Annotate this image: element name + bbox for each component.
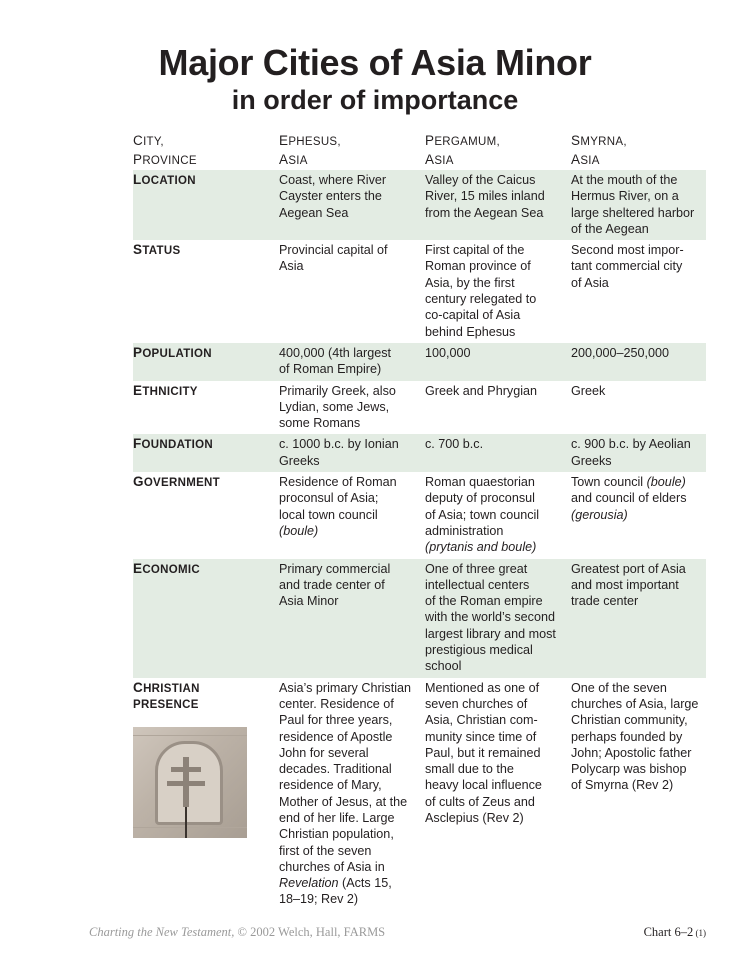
cell-line: c. 1000 b.c. by Ionian [279,437,399,452]
row-label [133,472,279,558]
row-label-text: ECONOMIC [133,560,200,576]
cell-pergamum [425,678,571,911]
cell-line: Residence of Roman [279,475,397,490]
cell-italic-text: (boule) [646,475,686,490]
cell-smyrna [571,434,706,472]
cell-pergamum [425,434,571,472]
cell-line: c. 900 b.c. by Aeolian [571,437,691,452]
footer-copyright: © 2002 Welch, Hall, FARMS [234,925,386,939]
cell-line: largest library and most [425,626,556,641]
row-label-text: STATUS [133,242,181,258]
cell-line: of Asia [571,275,609,290]
cell-line: Mentioned as one of [425,680,540,695]
cell-pergamum [425,170,571,240]
carved-cross-stone-photo [133,727,247,838]
cell-line: Greeks [571,453,612,468]
cell-line: First capital of the [425,243,525,258]
cell-line: Asia [279,259,304,274]
cell-ephesus [279,170,425,240]
cell-line: Greek and Phrygian [425,383,538,398]
cell-ephesus [279,240,425,343]
table-row-economic [133,559,706,678]
header-label-line: CITY, [133,133,164,148]
row-label [133,434,279,472]
header-province-line: ASIA [571,152,600,167]
header-city-line: PERGAMUM, [425,133,500,148]
cell-italic-text: Revelation [279,876,339,891]
table-row-government [133,472,706,558]
cell-line: co-capital of Asia [425,308,521,323]
cell-line: churches of Asia, large [571,696,699,711]
cell-line: tant commercial city [571,259,683,274]
row-label-text: FOUNDATION [133,436,214,452]
city-comparison-table [133,130,706,911]
cell-line: of Asia; town council [425,507,540,522]
cell-line: Second most impor- [571,243,684,258]
cell-line: At the mouth of the [571,173,678,187]
cell-line: some Romans [279,416,361,431]
row-label [133,170,279,240]
cell-line: 400,000 (4th largest [279,345,392,360]
cell-line: Paul, but it remained [425,745,541,760]
cell-line: Greeks [279,453,320,468]
cell-line: Cayster enters the [279,189,382,204]
cell-line: Greek [571,383,606,398]
row-label-text: LOCATION [133,172,196,187]
cell-line: Roman province of [425,259,531,274]
cell-pergamum [425,559,571,678]
cell-line: 200,000–250,000 [571,345,670,360]
cell-line: c. 700 b.c. [425,437,484,452]
row-label-text: POPULATION [133,344,212,360]
cell-line: behind Ephesus [425,324,516,339]
row-label-text: ETHNICITY [133,382,198,398]
cell-line: Christian population, [279,827,394,842]
cell-line: perhaps founded by [571,729,683,744]
footer-book-title: Charting the New Testament, [89,925,235,939]
cell-smyrna [571,381,706,435]
cell-line: large sheltered harbor [571,205,695,220]
cell-line: One of three great [425,561,528,576]
cell-line: of Roman Empire) [279,362,382,377]
cell-line: Mother of Jesus, at the [279,794,408,809]
row-label [133,240,279,343]
row-label [133,678,279,911]
header-province-line: ASIA [279,152,308,167]
cell-line: local town council [279,507,378,522]
cell-line: and trade center of [279,577,385,592]
cell-line: Roman quaestorian [425,475,535,490]
cell-line: center. Residence of [279,696,394,711]
page-subtitle: in order of importance [231,85,519,115]
table-row-ethnicity [133,381,706,435]
cell-ephesus [279,559,425,678]
cell-line: with the world’s second [425,610,555,625]
cell-ephesus [279,678,425,911]
table-header-row [133,130,706,170]
cell-smyrna [571,678,706,911]
cell-line: Christian community, [571,713,688,728]
cell-line: Asia, by the first [425,275,515,290]
cell-text: (Acts 15, [338,876,392,891]
cell-line: Paul for three years, [279,713,393,728]
footer-source [89,925,385,940]
cell-line: 100,000 [425,345,471,360]
cell-line: Aegean Sea [279,205,349,220]
cell-line: Asia, Christian com- [425,713,538,728]
row-label [133,381,279,435]
cell-line: John for several [279,745,369,760]
cell-line: prestigious medical [425,643,533,658]
header-city-province [133,130,279,170]
cell-line: John; Apostolic father [571,745,692,760]
cell-line: of the Aegean [571,221,649,236]
cell-smyrna [571,240,706,343]
cell-line: (boule) [279,523,319,538]
header-pergamum [425,130,571,170]
cell-line: and most important [571,577,679,592]
cell-line: administration [425,523,504,538]
cell-line: One of the seven [571,680,667,695]
cell-line: Primary commercial [279,561,391,576]
cell-line: school [425,659,462,674]
cell-line: Greatest port of Asia [571,561,686,576]
cell-line: residence of Apostle [279,729,393,744]
row-label-text: CHRISTIAN [133,679,200,695]
cell-line: 18–19; Rev 2) [279,892,359,907]
cell-line: decades. Traditional [279,762,392,777]
table-row-christian-presence [133,678,706,911]
row-label [133,343,279,381]
footer-chart-number [644,925,706,940]
cell-line: and council of elders [571,491,687,506]
cell-line [571,474,702,490]
chart-sub-number: (1) [693,928,706,938]
cell-ephesus [279,343,425,381]
cell-smyrna [571,343,706,381]
cell-ephesus [279,434,425,472]
cell-line: Asia’s primary Christian [279,680,412,695]
cell-line: trade center [571,594,639,609]
page-title: Major Cities of Asia Minor [158,42,592,83]
cell-line: River, 15 miles inland [425,189,545,204]
cell-line [279,875,421,891]
cell-line: (prytanis and boule) [425,540,537,555]
cell-pergamum [425,472,571,558]
table-row-location [133,170,706,240]
cell-line: Valley of the Caicus [425,173,536,187]
cell-line: Coast, where River [279,173,387,187]
cell-line: of cults of Zeus and [425,794,535,809]
cell-line: Lydian, some Jews, [279,399,390,414]
cell-line: of the Roman empire [425,594,543,609]
cell-line: (gerousia) [571,507,628,522]
cell-line: of Smyrna (Rev 2) [571,778,674,793]
cell-line: century relegated to [425,292,537,307]
cell-line: Polycarp was bishop [571,762,687,777]
header-label-line: PROVINCE [133,152,197,167]
cell-line: Primarily Greek, also [279,383,396,398]
header-province-line: ASIA [425,152,454,167]
cell-line: residence of Mary, [279,778,382,793]
table-row-population [133,343,706,381]
cell-line: Asclepius (Rev 2) [425,810,524,825]
row-label-text: PRESENCE [133,698,199,711]
cell-line: seven churches of [425,696,528,711]
cell-line: heavy local influence [425,778,542,793]
cell-line: intellectual centers [425,577,530,592]
header-city-line: SMYRNA, [571,133,627,148]
table-row-foundation [133,434,706,472]
cell-line: end of her life. Large [279,810,395,825]
cell-ephesus [279,381,425,435]
cell-pergamum [425,381,571,435]
row-label [133,559,279,678]
cell-line: proconsul of Asia; [279,491,379,506]
cell-line: Hermus River, on a [571,189,679,204]
cell-smyrna [571,170,706,240]
cell-ephesus [279,472,425,558]
cell-line: munity since time of [425,729,537,744]
cell-smyrna [571,559,706,678]
chart-number: Chart 6–2 [643,925,694,939]
header-ephesus [279,130,425,170]
cell-line: first of the seven [279,843,372,858]
cell-line: Provincial capital of [279,243,388,258]
cell-smyrna [571,472,706,558]
cell-pergamum [425,343,571,381]
cell-line: small due to the [425,762,514,777]
cell-text: Town council [571,475,647,490]
row-label-text: GOVERNMENT [133,474,220,490]
table-row-status [133,240,706,343]
cell-line: deputy of proconsul [425,491,535,506]
cell-pergamum [425,240,571,343]
cell-line: churches of Asia in [279,859,385,874]
cell-line: Asia Minor [279,594,339,609]
cell-line: from the Aegean Sea [425,205,544,220]
header-city-line: EPHESUS, [279,133,341,148]
header-smyrna [571,130,706,170]
